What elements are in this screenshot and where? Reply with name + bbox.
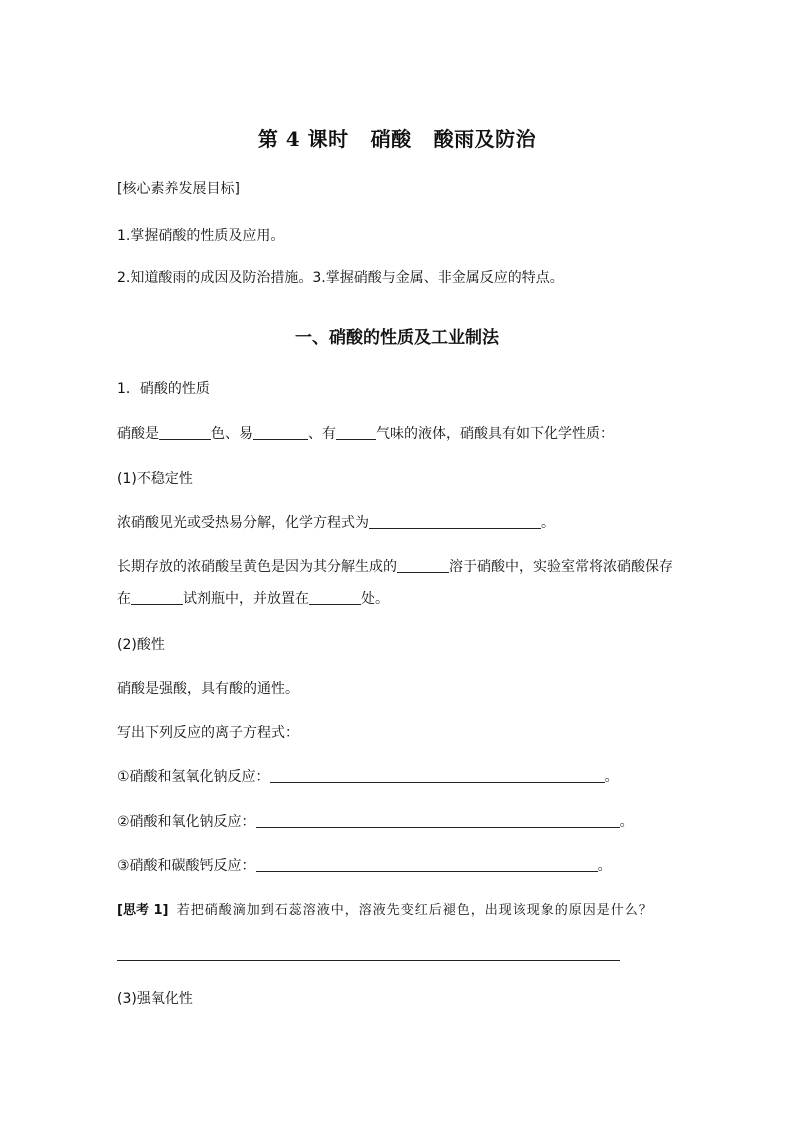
think-tag: [思考 1] (117, 903, 169, 918)
properties-sentence (117, 425, 614, 443)
reaction-2 (117, 813, 634, 831)
goal-1: 1.掌握硝酸的性质及应用。 (117, 228, 285, 244)
yellow-color-sentence (117, 558, 673, 576)
text-segment: 。 (604, 769, 619, 785)
reaction-1 (117, 768, 619, 786)
reaction-3 (117, 857, 612, 875)
blank-place[interactable] (309, 590, 361, 605)
section-title: 一、硝酸的性质及工业制法 (295, 328, 499, 348)
ionic-prompt: 写出下列反应的离子方程式： (117, 725, 299, 741)
item-oxidizing: (3)强氧化性 (117, 991, 193, 1007)
lesson-title-subtopic: 酸雨及防治 (433, 127, 537, 151)
text-segment: 。 (541, 515, 555, 531)
goal-2: 2.知道酸雨的成因及防治措施。3.掌握硝酸与金属、非金属反应的特点。 (117, 270, 564, 286)
decomposition-sentence (117, 514, 555, 532)
text-segment: 长期存放的浓硝酸呈黄色是因为其分解生成的 (117, 559, 397, 575)
subsection-title: 1．硝酸的性质 (117, 381, 210, 397)
blank-equation[interactable] (369, 514, 541, 529)
reaction-label: ②硝酸和氧化钠反应： (117, 814, 256, 830)
lesson-title-topic: 硝酸 (370, 127, 412, 151)
reaction-label: ③硝酸和碳酸钙反应： (117, 858, 256, 874)
blank-bottle[interactable] (131, 590, 183, 605)
goals-header: [核心素养发展目标] (117, 181, 240, 197)
text-segment: 硝酸是 (117, 426, 159, 442)
blank-reaction-1[interactable] (270, 768, 605, 783)
text-segment: 气味的液体，硝酸具有如下化学性质： (376, 426, 614, 442)
text-segment: 。 (597, 858, 612, 874)
blank-reaction-3[interactable] (256, 857, 598, 872)
blank-odor[interactable] (336, 425, 376, 440)
text-segment: 在 (117, 591, 131, 607)
text-segment: 溶于硝酸中，实验室常将浓硝酸保存 (449, 559, 673, 575)
blank-color[interactable] (159, 425, 211, 440)
text-segment: 、有 (308, 426, 336, 442)
reaction-label: ①硝酸和氢氧化钠反应： (117, 769, 270, 785)
text-segment: 。 (619, 814, 634, 830)
storage-sentence (117, 590, 389, 608)
answer-line[interactable] (117, 960, 620, 961)
blank-volatile[interactable] (253, 425, 308, 440)
blank-reaction-2[interactable] (256, 813, 620, 828)
lesson-title-number: 第 4 课时 (257, 127, 349, 151)
think-question (117, 902, 653, 920)
think-text: 若把硝酸滴加到石蕊溶液中，溶液先变红后褪色，出现该现象的原因是什么？ (176, 903, 653, 918)
acid-statement: 硝酸是强酸，具有酸的通性。 (117, 681, 299, 697)
text-segment: 浓硝酸见光或受热易分解，化学方程式为 (117, 515, 369, 531)
text-segment: 试剂瓶中，并放置在 (183, 591, 309, 607)
text-segment: 处。 (361, 591, 389, 607)
item-instability: (1)不稳定性 (117, 471, 193, 487)
blank-gas[interactable] (397, 558, 449, 573)
item-acidity: (2)酸性 (117, 637, 165, 653)
text-segment: 色、易 (211, 426, 253, 442)
lesson-title (0, 123, 794, 152)
